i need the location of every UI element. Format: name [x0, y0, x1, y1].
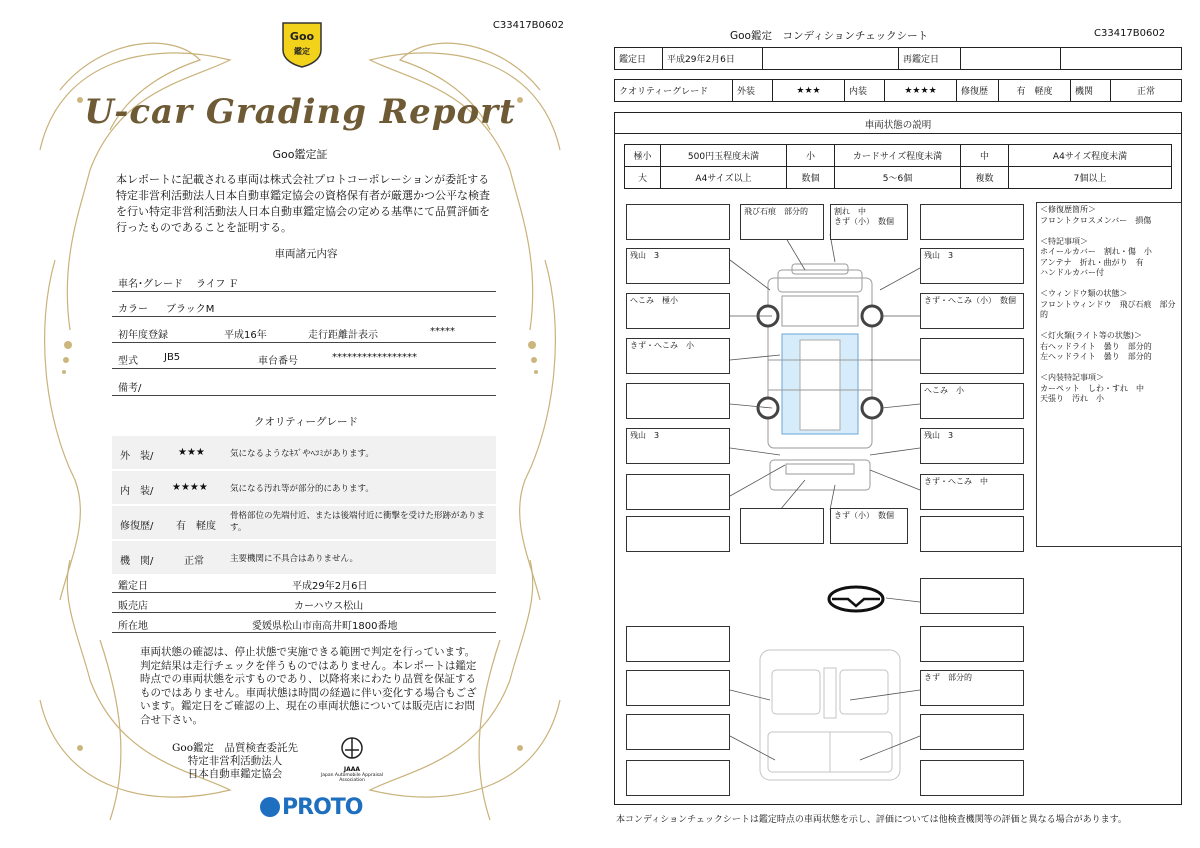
model-label: 車名･グレード [118, 279, 183, 290]
repair-value: 有 軽度 [999, 80, 1071, 102]
proto-logo-text: PROTO [282, 795, 363, 820]
quality-grade-label: クオリティーグレード [615, 80, 733, 102]
callout-right-2: きず・へこみ（小） 数個 [920, 293, 1024, 329]
legend-desc: A4サイズ以上 [661, 167, 787, 189]
address-row [112, 613, 496, 633]
type-label: 型式 [118, 356, 138, 367]
quality-label: 外 装/ [120, 451, 154, 462]
callout-box [920, 338, 1024, 374]
quality-repair-row [112, 506, 496, 539]
callout-box [626, 670, 730, 706]
org-line: Goo鑑定 品質検査委託先 [171, 742, 299, 754]
dealer-row [112, 593, 496, 613]
certificate-intro: 本レポートに記載される車両は株式会社プロトコーポレーションが委託する特定非営利活動法人日本自動車鑑定協会の資格保有者が厳選かつ公平な検査を行い特定非営利活動法人日本自動車鑑定協会の定める基準にて品質評価を行ったものであることを証明する。 [116, 173, 490, 234]
quality-engine-row [112, 541, 496, 574]
legend-title: 車両状態の説明 [614, 112, 1182, 134]
quality-label: 機 関/ [120, 556, 154, 567]
appraisal-organization [160, 742, 310, 781]
type-value: JB5 [164, 352, 181, 363]
svg-text:Goo: Goo [289, 30, 315, 43]
svg-text:鑑定: 鑑定 [294, 47, 310, 56]
callout-box [920, 714, 1024, 750]
callout-box [626, 714, 730, 750]
quality-value: ★★★★ [172, 482, 208, 493]
callout-left-1: 残山 3 [626, 248, 730, 284]
legend-desc: 500円玉程度未満 [661, 145, 787, 167]
callout-right-5: きず・へこみ 中 [920, 474, 1024, 510]
callout-bottom-1: きず（小） 数個 [830, 508, 908, 544]
callout-box [626, 204, 730, 240]
type-row [112, 347, 496, 369]
proto-logo [260, 795, 362, 820]
defect-notes: ＜修復歴箇所＞ フロントクロスメンバー 損傷 ＜特記事項＞ ホイールカバー 割れ・傷 小 アンテナ 折れ・曲がり 有 ハンドルカバー付 ＜ウィンドウ類の状態＞ フロントウィンドウ 飛び石痕 部分的 ＜灯火類(ライト等の状態)＞ 右ヘッドライト 曇り 部分的 左ヘッドライト 曇り 部分的 ＜内装特記事項＞ カーペット しわ・すれ 中 天張り 汚れ 小 [1036, 202, 1182, 547]
address-label: 所在地 [118, 621, 148, 632]
legend-desc: 5～6個 [835, 167, 961, 189]
address-value: 愛媛県松山市南高井町1800番地 [252, 621, 398, 632]
first-reg-label: 初年度登録 [118, 330, 168, 341]
quality-desc: 主要機関に不具合はありません。 [230, 554, 359, 564]
callout-box [920, 516, 1024, 552]
quality-label: 修復歴/ [120, 521, 154, 532]
proto-mark-icon [260, 797, 280, 817]
certificate-note: 車両状態の確認は、停止状態で実施できる範囲で判定を行っています。判定結果は走行チェックを伴うものではありません。本レポートは鑑定時点での車両状態を示すものであり、以降将来にわたり品質を保証するものではありません。車両状態は時間の経過に伴い変化する場合もございます。鑑定日をご確認の上、現在の車両状態については販売店にお問合せ下さい。 [140, 646, 477, 726]
mileage-label: 走行距離計表示 [308, 330, 378, 341]
callout-right-4: 残山 3 [920, 428, 1024, 464]
jaaa-sub: Japan Automobile Appraisal Association [320, 773, 384, 783]
model-row [112, 270, 496, 292]
legend-key: 数個 [787, 167, 835, 189]
remarks-row [112, 374, 496, 396]
quality-value: 正常 [184, 556, 204, 567]
callout-interior-1: きず 部分的 [920, 670, 1024, 706]
interior-value: ★★★★ [885, 80, 957, 102]
callout-box [626, 383, 730, 419]
chassis-value: ***************** [332, 352, 417, 363]
callout-box [626, 626, 730, 662]
engine-label: 機関 [1071, 80, 1111, 102]
sheet-footer: 本コンディションチェックシートは鑑定時点の車両状態を示し、評価については他検査機関等の評価と異なる場合があります。 [616, 815, 1127, 825]
quality-interior-row [112, 471, 496, 504]
certificate-code: C33417B0602 [492, 20, 564, 31]
quality-value: 有 軽度 [176, 521, 216, 532]
jaaa-label: JAAA [343, 766, 361, 773]
exterior-label: 外装 [733, 80, 773, 102]
color-value: ブラックM [166, 304, 215, 315]
quality-exterior-row [112, 436, 496, 469]
appraisal-date-label: 鑑定日 [118, 581, 148, 592]
appraisal-date-label: 鑑定日 [615, 48, 663, 70]
color-label: カラー [118, 304, 148, 315]
first-reg-row [112, 321, 496, 343]
callout-right-1: 残山 3 [920, 248, 1024, 284]
condition-check-sheet [600, 0, 1200, 848]
legend-desc: カードサイズ程度未満 [835, 145, 961, 167]
color-row [112, 295, 496, 317]
repair-label: 修復歴 [957, 80, 999, 102]
sheet-title: Goo鑑定 コンディションチェックシート [730, 30, 929, 42]
legend-desc: 7個以上 [1009, 167, 1172, 189]
mileage-value: ***** [430, 326, 455, 337]
callout-right-3: へこみ 小 [920, 383, 1024, 419]
callout-box [626, 516, 730, 552]
legend-key: 大 [625, 167, 661, 189]
callout-box [626, 760, 730, 796]
callout-box [740, 508, 824, 544]
dealer-label: 販売店 [118, 601, 148, 612]
callout-left-4: 残山 3 [626, 428, 730, 464]
specs-heading: 車両諸元内容 [274, 248, 338, 260]
quality-desc: 気になるようなｷｽﾞやﾍｺﾐがあります。 [230, 449, 374, 459]
goo-badge-logo [280, 20, 324, 68]
exterior-value: ★★★ [773, 80, 845, 102]
callout-left-3: きず・へこみ 小 [626, 338, 730, 374]
legend-key: 中 [961, 145, 1009, 167]
legend-key: 複数 [961, 167, 1009, 189]
appraisal-date-value: 平成29年2月6日 [292, 581, 368, 592]
jaaa-emblem-icon [337, 736, 367, 764]
sheet-code: C33417B0602 [1094, 28, 1166, 39]
callout-top-1: 飛び石痕 部分的 [740, 204, 824, 240]
callout-left-2: へこみ 極小 [626, 293, 730, 329]
model-value: ライフ Ｆ [196, 279, 239, 290]
quality-heading: クオリティーグレード [254, 416, 358, 428]
script-title: U-car Grading Report [84, 92, 516, 132]
certificate-title: Goo鑑定証 [272, 148, 328, 161]
interior-label: 内装 [845, 80, 885, 102]
dealer-value: カーハウス松山 [294, 601, 364, 612]
legend-desc: A4サイズ程度未満 [1009, 145, 1172, 167]
appraisal-date-row [112, 573, 496, 593]
callout-box [626, 474, 730, 510]
quality-label: 内 装/ [120, 486, 154, 497]
reappraisal-date-label: 再鑑定日 [899, 48, 961, 70]
remarks-label: 備考/ [118, 383, 142, 394]
jaaa-logo [312, 736, 392, 783]
chassis-label: 車台番号 [258, 356, 298, 367]
callout-box [920, 760, 1024, 796]
callout-box [920, 578, 1024, 614]
quality-value: ★★★ [178, 447, 205, 458]
org-line: 日本自動車鑑定協会 [187, 768, 283, 780]
callout-top-2: 割れ 中 きず（小） 数個 [830, 204, 908, 240]
quality-desc: 骨格部位の先端付近、または後端付近に衝撃を受けた形跡があります。 [230, 511, 486, 533]
callout-box [920, 626, 1024, 662]
legend-key: 極小 [625, 145, 661, 167]
appraisal-date-value: 平成29年2月6日 [663, 48, 763, 70]
callout-box [920, 204, 1024, 240]
engine-value: 正常 [1111, 80, 1182, 102]
org-line: 特定非営利活動法人 [187, 755, 283, 767]
first-reg-value: 平成16年 [224, 330, 267, 341]
quality-desc: 気になる汚れ等が部分的にあります。 [230, 484, 374, 494]
legend-key: 小 [787, 145, 835, 167]
